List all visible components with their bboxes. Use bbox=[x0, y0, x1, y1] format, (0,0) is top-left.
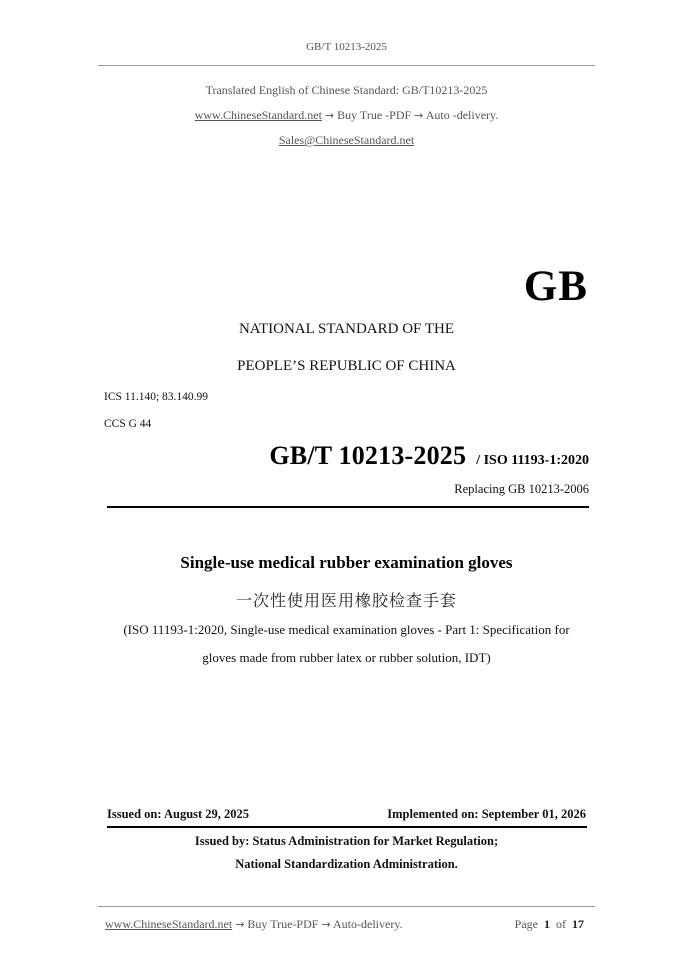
arrow-right-icon: → bbox=[235, 918, 245, 931]
sales-email-line bbox=[0, 133, 693, 148]
national-standard-line: NATIONAL STANDARD OF THE bbox=[238, 321, 455, 337]
footer-buy-text: Buy True-PDF bbox=[247, 917, 319, 931]
iso-reference-line-2: gloves made from rubber latex or rubber solution, IDT) bbox=[202, 650, 491, 665]
sales-email-link[interactable]: Sales@ChineseStandard.net bbox=[278, 133, 415, 147]
arrow-right-icon: → bbox=[324, 109, 335, 122]
arrow-right-icon: → bbox=[321, 918, 331, 931]
arrow-right-icon: → bbox=[414, 109, 424, 122]
standard-number bbox=[269, 441, 589, 471]
purchase-banner bbox=[0, 108, 693, 123]
issued-by-line-2: National Standardization Administration. bbox=[235, 857, 458, 871]
page-label: Page bbox=[514, 917, 538, 931]
ics-code: ICS 11.140; 83.140.99 bbox=[104, 391, 209, 403]
page-total: 17 bbox=[572, 917, 584, 931]
dates-divider bbox=[107, 826, 587, 828]
iso-number: / ISO 11193-1:2020 bbox=[476, 453, 589, 468]
header-divider bbox=[98, 65, 595, 66]
auto-delivery-text: Auto -delivery. bbox=[425, 108, 499, 122]
footer-delivery-text: Auto-delivery. bbox=[333, 917, 403, 931]
gb-logo: GB bbox=[523, 263, 588, 310]
english-title: Single-use medical rubber examination gloves bbox=[180, 553, 513, 572]
replacing-note: Replacing GB 10213-2006 bbox=[454, 482, 589, 496]
implemented-on-date: Implemented on: September 01, 2026 bbox=[387, 807, 586, 821]
ccs-code: CCS G 44 bbox=[104, 418, 152, 430]
running-header: GB/T 10213-2025 bbox=[306, 41, 387, 53]
country-line: PEOPLE’S REPUBLIC OF CHINA bbox=[237, 358, 456, 374]
issued-on-date: Issued on: August 29, 2025 bbox=[107, 807, 250, 821]
translation-notice: Translated English of Chinese Standard: GB/T10213-2025 bbox=[205, 83, 488, 97]
title-divider bbox=[107, 506, 589, 508]
gb-number: GB/T 10213-2025 bbox=[269, 441, 467, 470]
page-indicator bbox=[515, 917, 584, 932]
issued-by-line-1: Issued by: Status Administration for Market Regulation; bbox=[194, 834, 499, 848]
page-of-label: of bbox=[556, 917, 566, 931]
chinesestandard-link[interactable]: www.ChineseStandard.net bbox=[194, 108, 322, 122]
buy-true-pdf-text: Buy True -PDF bbox=[337, 108, 412, 122]
chinese-title: 一次性使用医用橡胶检查手套 bbox=[235, 591, 457, 610]
footer-chinesestandard-link[interactable]: www.ChineseStandard.net bbox=[105, 917, 233, 931]
footer-divider bbox=[98, 906, 595, 907]
iso-reference-line-1: (ISO 11193-1:2020, Single-use medical examination gloves - Part 1: Specification for bbox=[123, 622, 570, 637]
footer-purchase-line bbox=[105, 917, 403, 932]
page-current: 1 bbox=[544, 917, 550, 931]
